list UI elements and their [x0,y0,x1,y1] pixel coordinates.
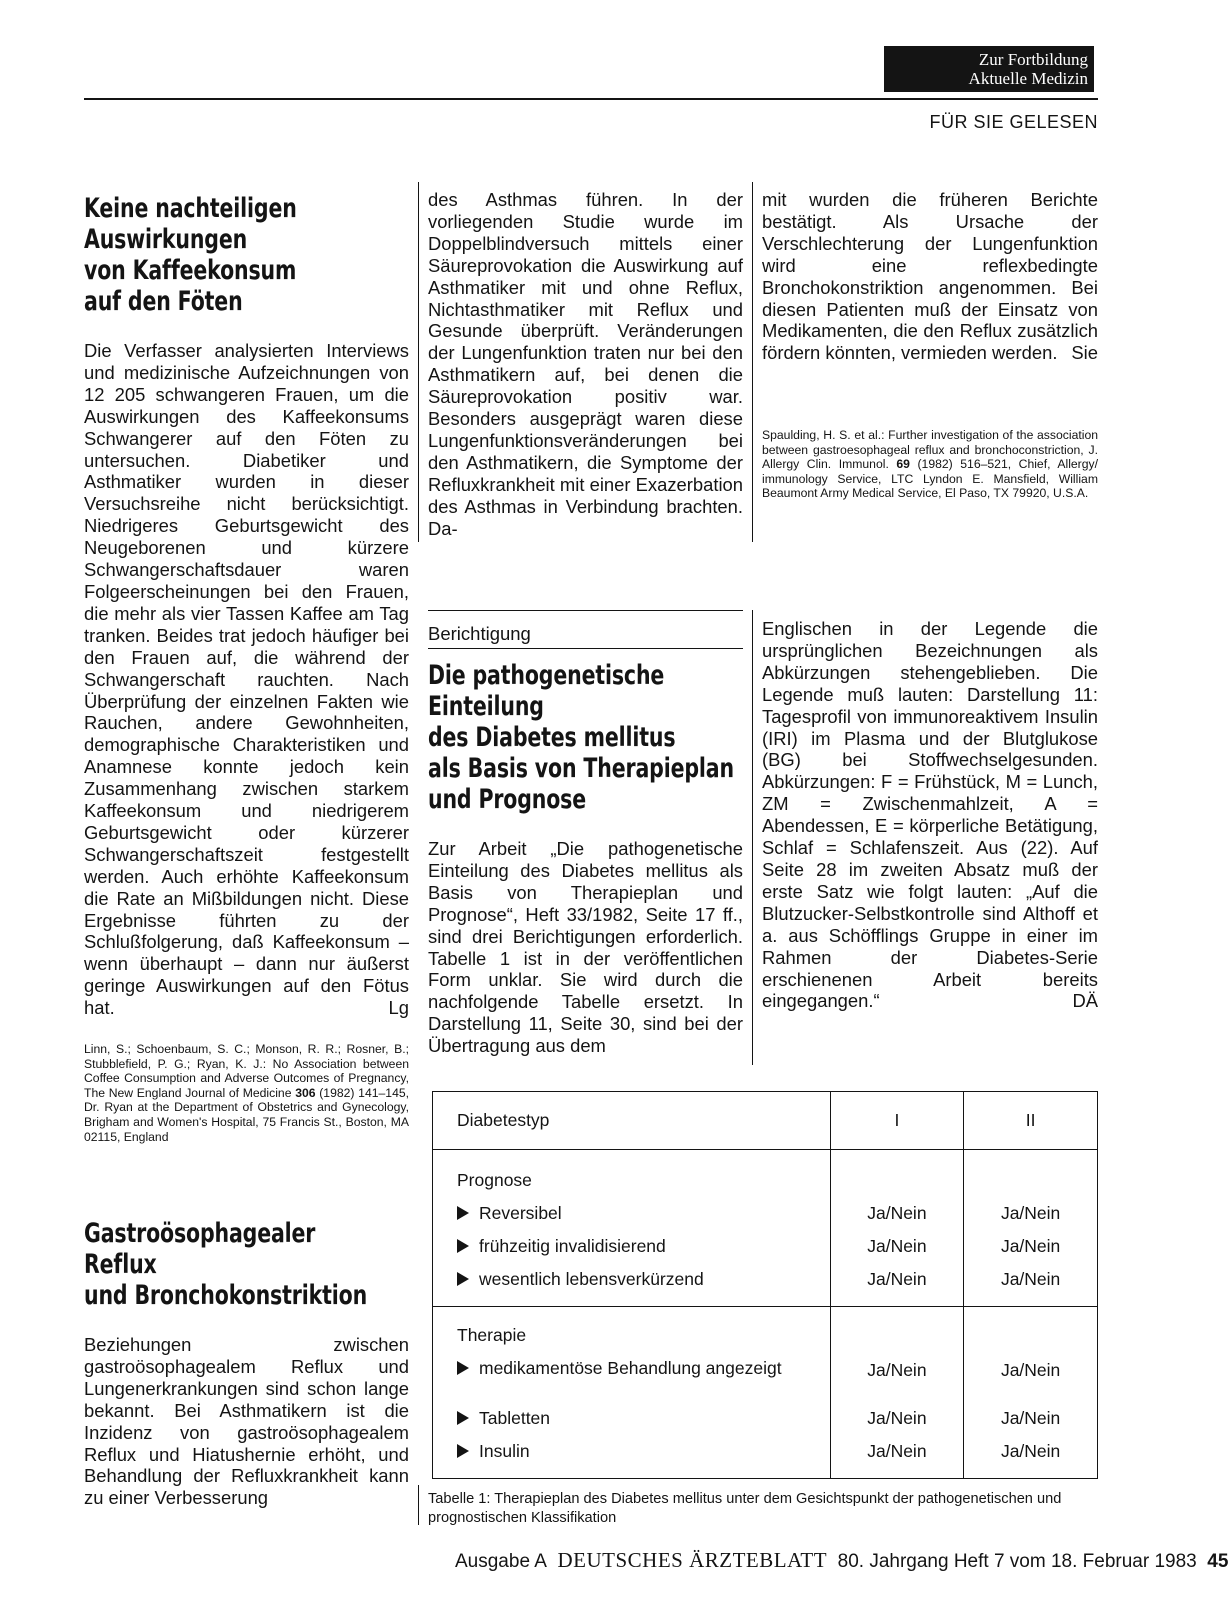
title-line: Auswirkungen [84,224,248,255]
rule-bottom [428,648,743,649]
cell-value: Ja/Nein [867,1441,927,1461]
title-line: des Diabetes mellitus [428,722,676,753]
footer-journal: DEUTSCHES ÄRZTEBLATT [557,1548,828,1572]
page-footer [455,1548,1228,1573]
arrow-right-icon [457,1239,469,1253]
row-label: Reversibel [479,1203,562,1223]
cell-value: Ja/Nein [1000,1269,1061,1289]
title-line: von Kaffeekonsum [84,255,297,286]
column-rule [418,182,419,542]
article-2-body-col1 [84,1334,409,1509]
section-label: FÜR SIE GELESEN [929,112,1098,132]
reference-text: (1982) 141–145, Dr. Ryan at the Department of Obstetrics and Gynecology, Brigham and Women's Hospital, 75 Francis St., Boston, MA 02115, England [84,1085,410,1144]
title-line: und Prognose [428,784,587,815]
page-number: 45 [1207,1551,1228,1572]
rule-top [428,610,743,611]
table-group-prognose [433,1150,1098,1307]
row-label: Insulin [479,1441,530,1461]
article-2-initials: Sie [1071,342,1098,364]
article-2-reference [762,428,1098,501]
header-rule [84,98,1098,100]
article-1-body [84,340,409,1019]
article-1-initials: Lg [388,997,409,1019]
reference-text: (1982) 516–521, Chief, Allergy/ immunology Service, LTC Lyndon E. Mansfield, William Beaumont Army Medical Service, El Paso, TX 79920, U.S.A. [762,457,1098,501]
article-2-body-col2 [428,189,743,540]
group-label: Therapie [457,1325,527,1345]
title-line: und Bronchokonstriktion [84,1280,368,1311]
cell-value: Ja/Nein [867,1236,927,1256]
table-row [457,1352,816,1402]
footer-issue: 80. Jahrgang Heft 7 vom 18. Februar 1983 [837,1551,1197,1572]
article-3-body-col1 [428,838,743,1057]
table-row [457,1230,830,1263]
table-caption: Tabelle 1: Therapieplan des Diabetes mellitus unter dem Gesichtspunkt der pathogenetischen und prognostischen Klassifikation [428,1491,1062,1526]
article-2-body-col3 [762,189,1098,364]
article-3-text: Englischen in der Legende die ursprünglichen Bezeichnungen als Abkürzungen stehengeblieben. Die Legende muß lauten: Darstellung 11: Tagesprofil von immunoreaktivem Insulin (IRI) im Plasma und der Blutglukose (BG) bei Stoffwechselgesunden. Abkürzungen: F = Frühstück, M = Lunch, ZM = Zwischenmahlzeit, A = Abendessen, E = körperliche Betätigung, Schlaf = Schlafenszeit. Aus (22). Auf Seite 28 im zweiten Absatz muß der erste Satz wie folgt lauten: „Auf die Blutzucker-Selbstkontrolle sind Althoff et a. aus Schöfflings Gruppe in einer im Rahmen der Diabetes-Serie erschienenen Arbeit bereits eingegangen.“ [762,618,1098,1012]
title-line: als Basis von Therapieplan [428,753,734,784]
article-3-title [428,660,734,815]
title-line: Die pathogenetische [428,660,665,691]
title-line: Gastroösophagealer [84,1218,316,1249]
cell-value: Ja/Nein [1000,1203,1061,1223]
cell-value: Ja/Nein [1000,1441,1061,1461]
reference-text: Linn, S.; Schoenbaum, S. C.; Monson, R. R.; Rosner, B.; Stubblefield, P. G.; Ryan, K. J.: No Association between Coffee Consumption and Adverse Outcomes of Pregnancy, The New England Journal of Medicine [84,1042,409,1100]
table-row [457,1435,816,1468]
title-line: Keine nachteiligen [84,193,297,224]
article-3-body-col2 [762,618,1098,1012]
arrow-right-icon [457,1206,469,1220]
section-badge [884,46,1094,92]
table-row [457,1263,830,1296]
column-rule [752,610,753,1065]
article-2-title [84,1218,367,1311]
cell-value: Ja/Nein [867,1360,927,1380]
table-row [457,1197,830,1230]
cell-value: Ja/Nein [1000,1408,1061,1428]
arrow-right-icon [457,1411,469,1425]
arrow-right-icon [457,1272,469,1286]
cell-value: Ja/Nein [1000,1360,1061,1380]
article-2-text: Beziehungen zwischen gastroösophagealem Reflux und Lungenerkrankungen sind schon lange bekannt. Bei Asthmatikern ist die Inzidenz von gastroösophagealem Reflux und Hiatushernie erhöht, und Behandlung der Refluxkrankheit kann zu einer Verbesserung [84,1334,409,1509]
table-header-cell: I [830,1092,964,1150]
article-1-title [84,193,297,317]
row-label: medikamentöse Behandlung angezeigt [479,1358,782,1378]
group-label: Prognose [457,1170,532,1190]
reference-volume: 306 [295,1085,316,1100]
cell-value: Ja/Nein [1000,1236,1061,1256]
article-2-text: mit wurden die früheren Berichte bestätigt. Als Ursache der Verschlechterung der Lungenfunktion wird eine reflexbedingte Bronchokonstriktion angenommen. Bei diesen Patienten muß der Einsatz von Medikamenten, die den Reflux zusätzlich fördern könnten, vermieden werden. [762,189,1098,364]
title-line: Einteilung [428,691,544,722]
corrigendum-label: Berichtigung [428,623,531,644]
badge-line-2: Aktuelle Medizin [968,69,1088,88]
table-header-cell: Diabetestyp [433,1092,831,1150]
row-label: frühzeitig invalidisierend [479,1236,666,1256]
cell-value: Ja/Nein [867,1408,927,1428]
article-1-text: Die Verfasser analysierten Interviews und medizinische Aufzeichnungen von 12 205 schwangeren Frauen, um die Auswirkungen des Kaffeekonsums Schwangerer auf den Föten zu untersuchen. Diabetiker und Asthmatiker wurden in dieser Versuchsreihe nicht berücksichtigt. Niedrigeres Geburtsgewicht des Neugeborenen und kürzere Schwangerschaftsdauer waren Folgeerscheinungen bei den Frauen, die mehr als vier Tassen Kaffee am Tag tranken. Beides trat jedoch häufiger bei den Frauen auf, die während der Schwangerschaft rauchten. Nach Überprüfung der einzelnen Fakten wie Rauchen, andere Gewohnheiten, demographische Charakteristiken und Anamnese konnte jedoch kein Zusammenhang zwischen starkem Kaffeekonsum und niedrigerem Geburtsgewicht oder kürzerer Schwangerschaftszeit festgestellt werden. Auch erhöhte Kaffeekonsum die Rate an Mißbildungen nicht. Diese Ergebnisse führten zu der Schlußfolgerung, daß Kaffeekonsum – wenn überhaupt – dann nur äußerst geringe Auswirkungen auf den Fötus hat. [84,340,409,1019]
table-header-row [433,1092,1098,1150]
arrow-right-icon [457,1361,469,1375]
table-row [457,1402,816,1435]
footer-edition: Ausgabe A [455,1551,547,1572]
cell-value: Ja/Nein [867,1269,927,1289]
article-2-text: des Asthmas führen. In der vorliegenden Studie wurde im Doppelblindversuch mittels einer Säureprovokation die Auswirkung auf Asthmatiker mit und ohne Reflux, Nichtasthmatiker mit Reflux und Gesunde überprüft. Veränderungen der Lungenfunktion traten nur bei den Asthmatikern auf, bei denen die Säureprovokation positiv war. Besonders ausgeprägt waren diese Lungenfunktionsveränderungen bei den Asthmatikern, die Symptome der Refluxkrankheit mit einer Exazerbation des Asthmas in Verbindung brachten. Da- [428,189,743,539]
title-line: Reflux [84,1249,157,1280]
reference-text: Spaulding, H. S. et al.: Further investigation of the association between gastroesophageal reflux and bronchoconstriction, J. Allergy Clin. Immunol. [762,428,1098,472]
arrow-right-icon [457,1444,469,1458]
article-1-reference [84,1042,409,1144]
row-label: wesentlich lebensverkürzend [479,1269,704,1289]
table-group-therapie [433,1307,1098,1479]
article-3-initials: DÄ [1072,990,1098,1012]
table-header-cell: II [964,1092,1098,1150]
title-line: auf den Föten [84,286,243,317]
diabetes-table [432,1091,1098,1479]
row-label: Tabletten [479,1408,551,1428]
badge-line-1: Zur Fortbildung [978,50,1088,69]
reference-volume: 69 [896,457,910,472]
caption-rule [418,1485,419,1525]
column-rule [752,182,753,542]
cell-value: Ja/Nein [867,1203,927,1223]
article-3-text: Zur Arbeit „Die pathogenetische Einteilung des Diabetes mellitus als Basis von Therapieplan und Prognose“, Heft 33/1982, Seite 17 ff., sind drei Berichtigungen erforderlich. Tabelle 1 ist in der veröffentlichen Form unklar. Sie wird durch die nachfolgende Tabelle ersetzt. In Darstellung 11, Seite 30, sind bei der Übertragung aus dem [428,838,743,1057]
